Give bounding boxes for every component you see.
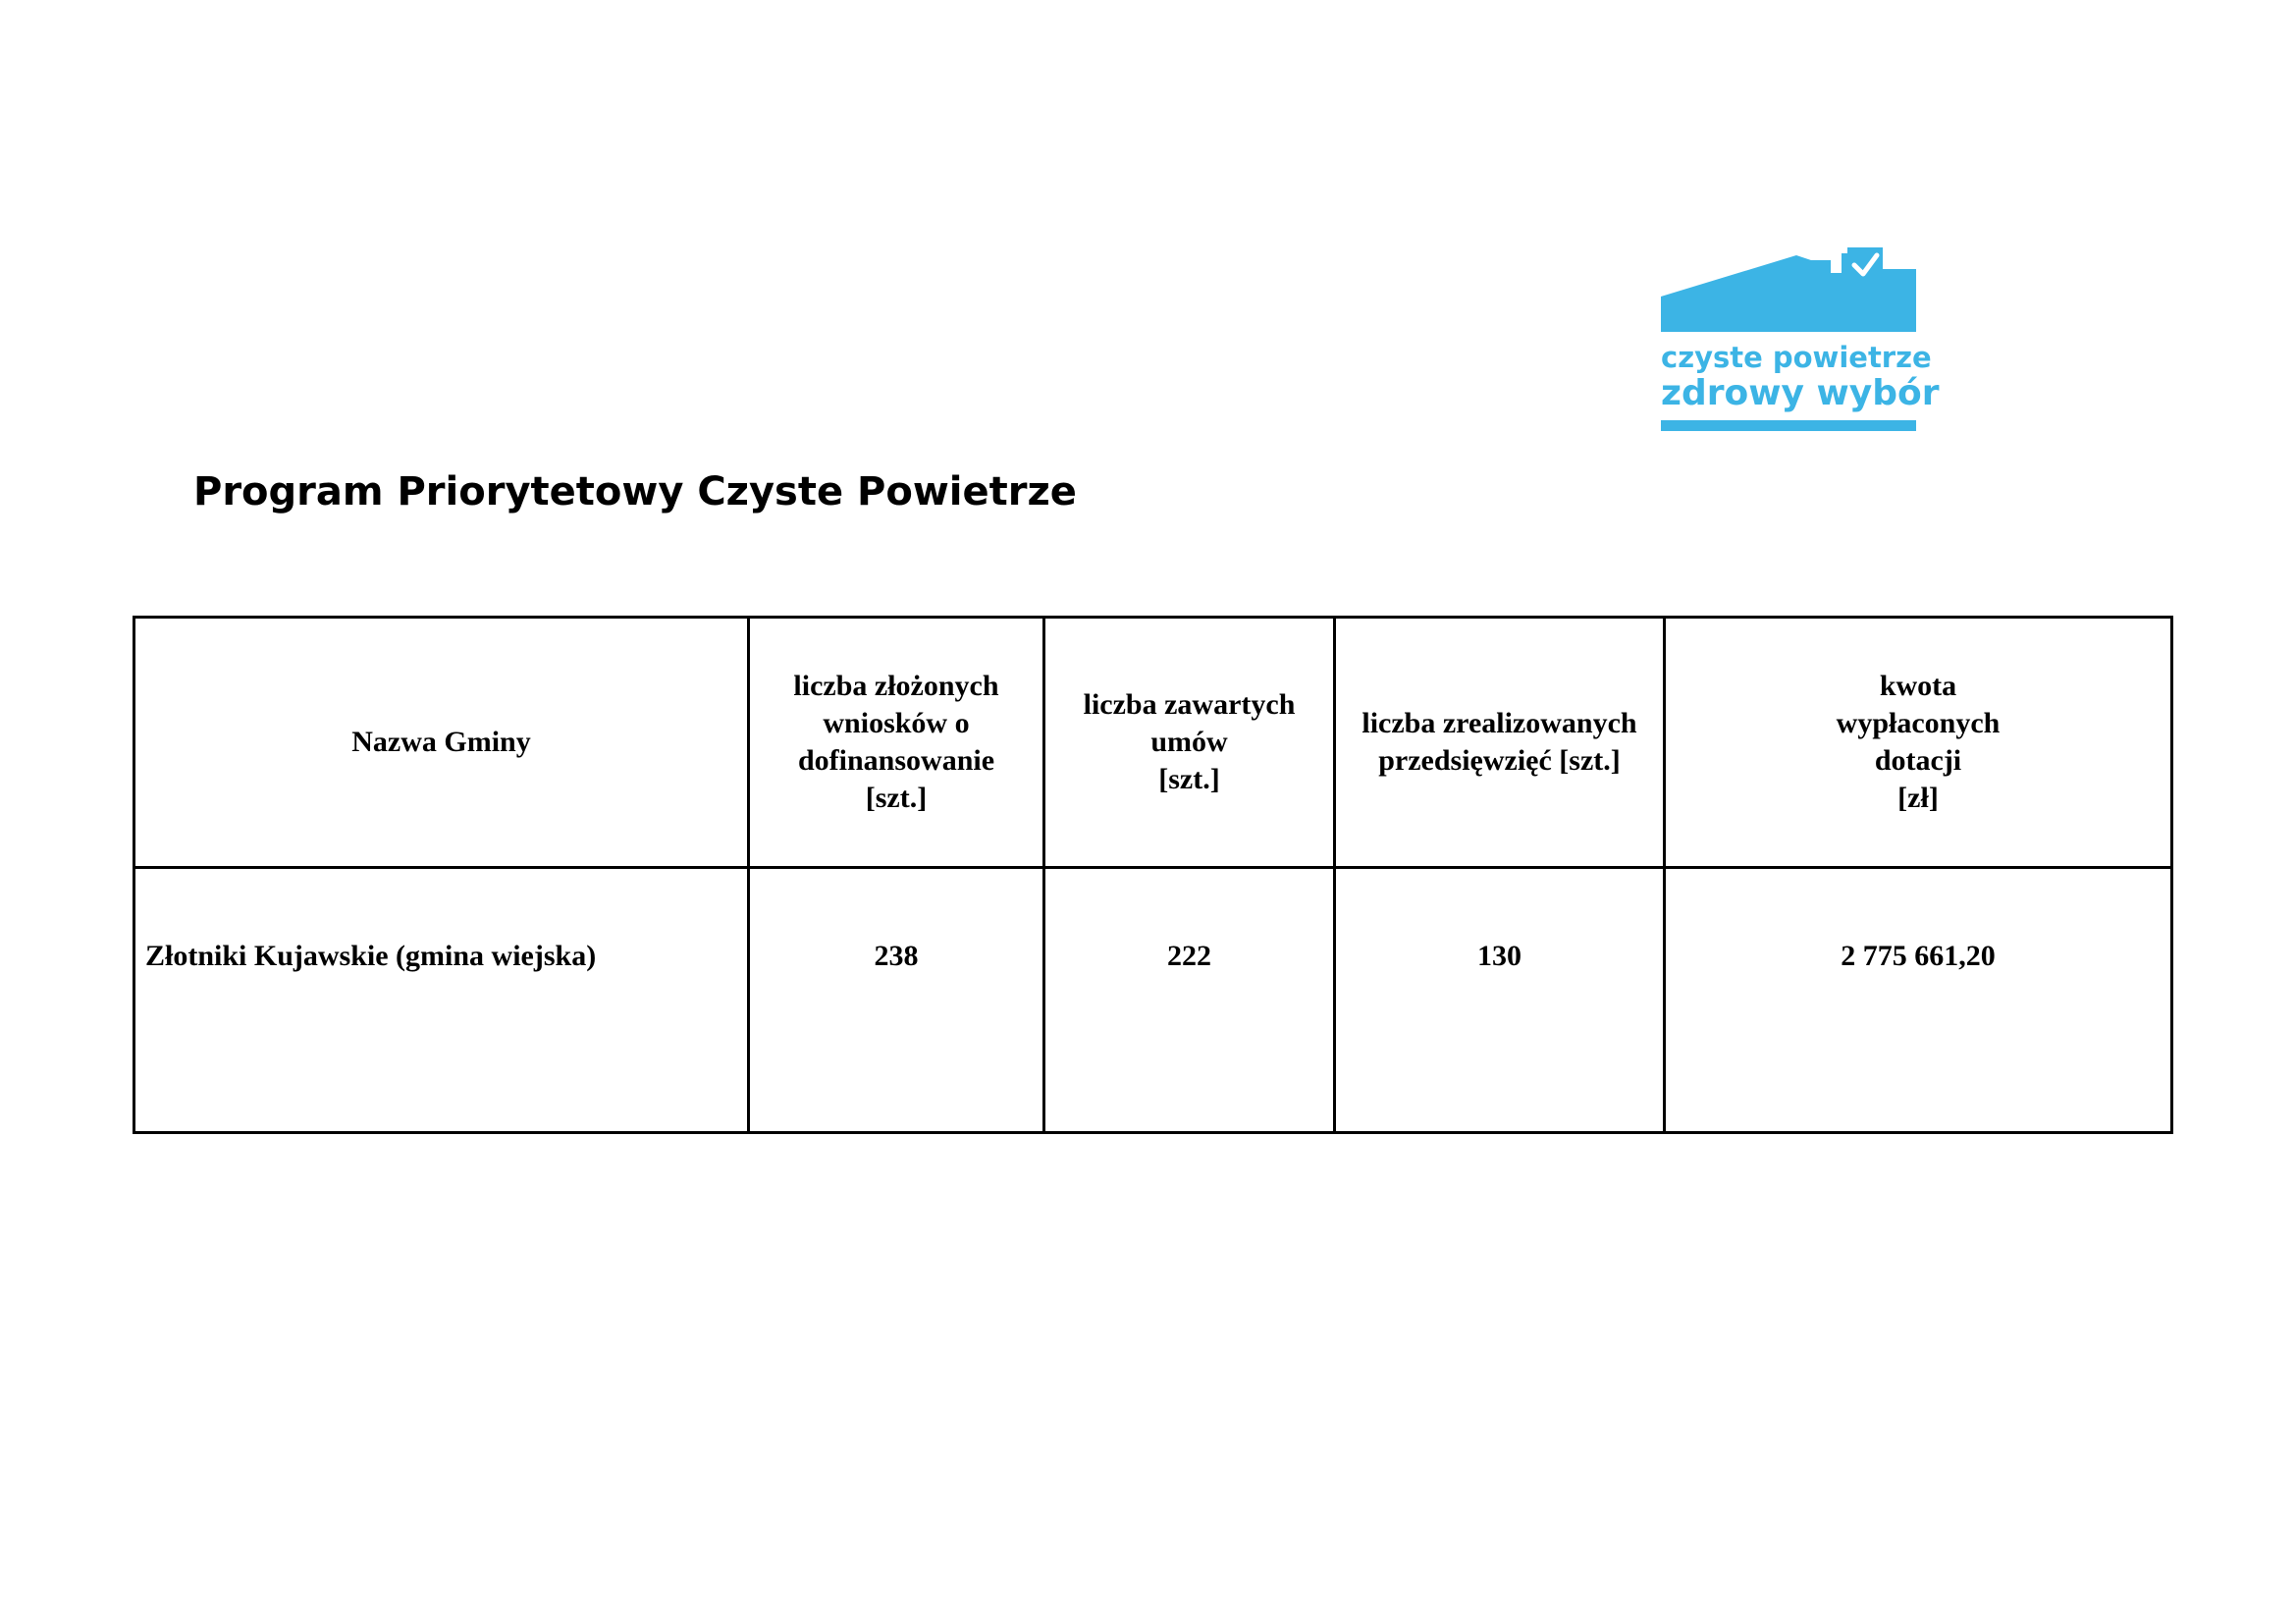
page-title: Program Priorytetowy Czyste Powietrze xyxy=(193,469,1077,514)
cell-paid-subsidies: 2 775 661,20 xyxy=(1665,868,2172,1133)
logo-line2: zdrowy wybór xyxy=(1661,373,1940,413)
header-municipality-name: Nazwa Gminy xyxy=(134,618,749,868)
table-row xyxy=(134,868,2172,1133)
header-paid-subsidies: kwota wypłaconych dotacji [zł] xyxy=(1665,618,2172,868)
header-applications-count: liczba złożonych wniosków o dofinansowanie [szt.] xyxy=(749,618,1044,868)
cell-contracts-count: 222 xyxy=(1044,868,1335,1133)
cell-completed-projects: 130 xyxy=(1335,868,1665,1133)
statistics-table xyxy=(133,616,2173,1134)
logo-underline xyxy=(1661,420,1916,431)
cell-municipality-name: Złotniki Kujawskie (gmina wiejska) xyxy=(134,868,749,1133)
table-header-row xyxy=(134,618,2172,868)
house-check-icon xyxy=(1649,245,1944,442)
logo-line1: czyste powietrze xyxy=(1661,341,1932,374)
header-contracts-count: liczba zawartych umów [szt.] xyxy=(1044,618,1335,868)
program-logo xyxy=(1649,245,1944,442)
cell-applications-count: 238 xyxy=(749,868,1044,1133)
header-completed-projects: liczba zrealizowanych przedsięwzięć [szt.] xyxy=(1335,618,1665,868)
